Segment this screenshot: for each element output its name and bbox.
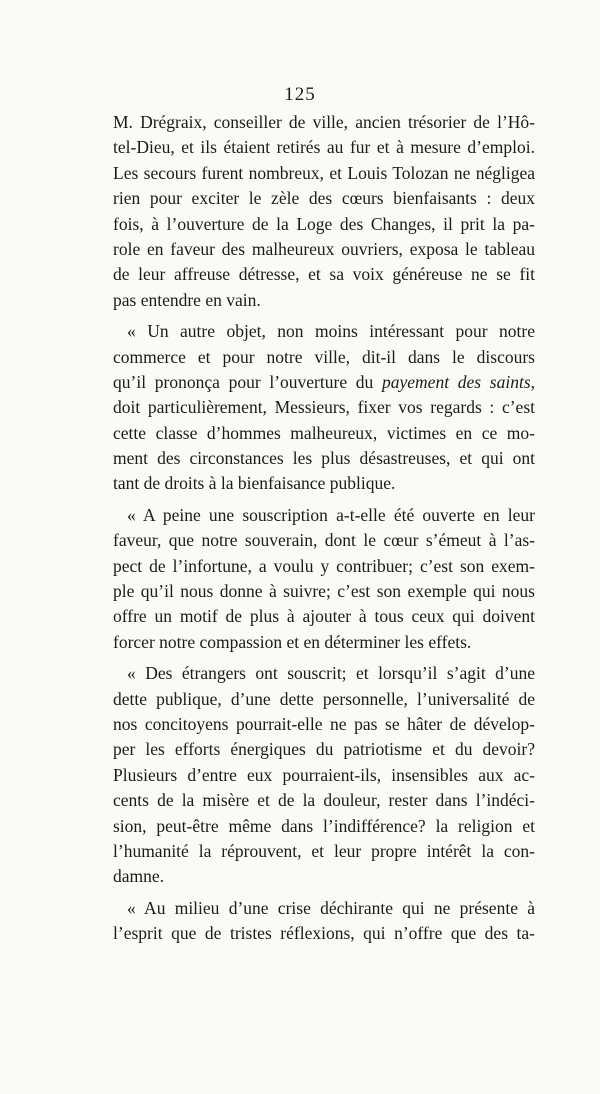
text-line: sion, peut-être même dans l’indifférence? la religion et xyxy=(113,815,535,836)
text-line: faveur, que notre souverain, dont le cœur s’émeut à l’as- xyxy=(113,530,535,551)
italic-phrase: payement des saints xyxy=(382,371,531,392)
text-line: rien pour exciter le zèle des cœurs bienfaisants : deux xyxy=(113,188,535,209)
text-line: doit particulièrement, Messieurs, fixer vos regards : c’est xyxy=(113,397,535,418)
text-line: Plusieurs d’entre eux pourraient-ils, insensibles aux ac- xyxy=(113,764,535,785)
text-line: tant de droits à la bienfaisance publique. xyxy=(113,473,396,494)
text-line: pas entendre en vain. xyxy=(113,289,261,310)
text-line: ple qu’il nous donne à suivre; c’est son exemple qui nous xyxy=(113,581,535,602)
text-line: M. Drégraix, conseiller de ville, ancien trésorier de l’Hô- xyxy=(113,112,535,132)
text-line: pect de l’infortune, a voulu y contribuer; c’est son exem- xyxy=(113,555,535,576)
text-line: nos concitoyens pourrait-elle ne pas se hâter de dévelop- xyxy=(113,713,535,734)
page-text xyxy=(113,110,535,947)
text-line: « A peine une souscription a-t-elle été ouverte en leur xyxy=(127,504,535,525)
text-segment: , xyxy=(530,371,536,392)
text-line: offre un motif de plus à ajouter à tous ceux qui doivent xyxy=(113,606,535,627)
text-line: tel-Dieu, et ils étaient retirés au fur et à mesure d’emploi. xyxy=(113,137,535,158)
text-line: Les secours furent nombreux, et Louis Tolozan ne négligea xyxy=(113,162,535,183)
text-line: « Au milieu d’une crise déchirante qui ne présente à xyxy=(127,897,535,918)
text-line: l’humanité la réprouvent, et leur propre intérêt la con- xyxy=(113,840,535,861)
page-number: 125 xyxy=(284,84,316,105)
text-line: dette publique, d’une dette personnelle, l’universalité de xyxy=(113,688,535,709)
text-line: de leur affreuse détresse, et sa voix généreuse ne se fit xyxy=(113,264,535,285)
paragraph xyxy=(113,661,535,890)
text-line: ment des circonstances les plus désastreuses, et qui ont xyxy=(113,448,535,469)
paragraph xyxy=(113,319,535,497)
text-line: l’esprit que de tristes réflexions, qui n’offre que des ta- xyxy=(113,923,535,944)
text-segment: qu’il prononça pour l’ouverture du xyxy=(113,371,382,392)
paragraph xyxy=(113,896,535,947)
text-line: commerce et pour notre ville, dit-il dans le discours xyxy=(113,346,535,367)
text-line: fois, à l’ouverture de la Loge des Changes, il prit la pa- xyxy=(113,213,535,234)
text-line: « Des étrangers ont souscrit; et lorsqu’il s’agit d’une xyxy=(127,663,535,684)
text-line: cents de la misère et de la douleur, rester dans l’indéci- xyxy=(113,790,535,811)
text-line: per les efforts énergiques du patriotisme et du devoir? xyxy=(113,739,535,760)
paragraph xyxy=(113,110,535,313)
text-line: « Un autre objet, non moins intéressant pour notre xyxy=(127,321,535,342)
text-line: role en faveur des malheureux ouvriers, exposa le tableau xyxy=(113,238,535,259)
text-line: forcer notre compassion et en déterminer les effets. xyxy=(113,631,472,652)
text-line-with-italic xyxy=(113,370,535,395)
paragraph xyxy=(113,503,535,655)
text-line: damne. xyxy=(113,866,165,887)
text-line: cette classe d’hommes malheureux, victimes en ce mo- xyxy=(113,422,535,443)
